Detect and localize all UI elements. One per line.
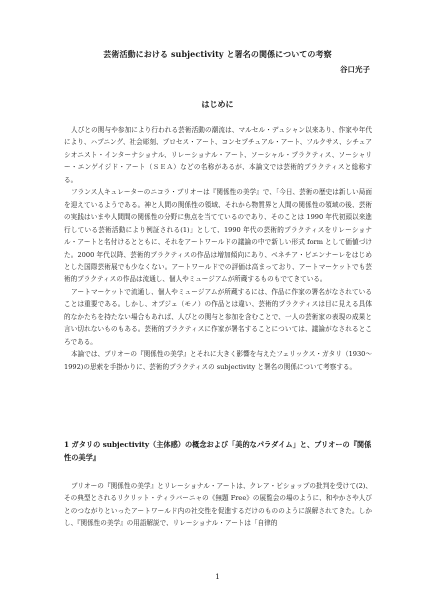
paragraph-1: 人びとの関与や参加により行われる芸術活動の潮流は、マルセル・デュシャン以来あり、作家や年代により、ハプニング、社会彫刻、プロセス・アート、コンセプチュアル・アート、フルクサス、シチュアシオニスト・インターナショナル、リレーショナル・アート、ソーシャル・プラクティス、ソーシャリー・エンゲイジド・アート（ＳＥＡ）などの名称があるが、本論文では芸術的プラクティスと総称する。 xyxy=(64,126,372,184)
section-body xyxy=(64,480,372,530)
paragraph-2: フランス人キュレーターのニコラ・ブリオーは『関係性の美学』で、「今日、芸術の歴史は新しい局面を迎えているようである。神と人間の関係性の領域、それから物質界と人間の関係性の領域の後、芸術の実践はいまや人間間の関係性の分野に焦点を当てているのであり、そのことは 1990 年代初頭以来進行している芸術活動により例証される(1)」として、1990 年代の芸術的プラクティスをリレーショナル・アートと名付けるとともに、それをアートワールドの議論の中で新しい形式 form として価値づけた。2000 年代以降、芸術的プラクティスの作品は増加傾向にあり、ベネチア・ビエンナーレをはじめとした国際芸術展でも少なくない。アートワールドでの評価は高まっており、アートマーケットでも芸術的プラクティスの作品は流通し、個人やミュージアムが所蔵するものもでてきている。 xyxy=(64,188,372,284)
paragraph-3: アートマーケットで流通し、個人やミュージアムが所蔵するには、作品に作家の署名がなされていることは重要である。しかし、オブジェ（モノ）の作品とは違い、芸術的プラクティスは目に見える具体的なかたちを持たない場合もあれば、人びとの関与と参加を含むことで、一人の芸術家の表現の成果と言い切れないものもある。芸術的プラクティスに作家が署名することについては、議論がなされるところである。 xyxy=(64,287,372,346)
page-number: 1 xyxy=(215,572,220,581)
document-title: 芸術活動における subjectivity と署名の関係についての考察 xyxy=(103,49,332,59)
paragraph-4: 本論では、ブリオーの『関係性の美学』とそれに大きく影響を与えたフェリックス・ガタリ（1930〜1992)の思索を手掛かりに、芸術的プラクティスの subjectivity と署名の関係について考察する。 xyxy=(64,350,372,371)
author-name: 谷口光子 xyxy=(340,65,370,74)
section-paragraph: ブリオーの『関係性の美学』とリレーショナル・アートは、クレア・ビショップの批判を受けて(2)、その典型とされるリクリット・ティラバーニャの《無題 Free》の展覧会の場のように、和やかさや人びとのつながりといったアートワールド内の社交性を促進するだけのもののように誤解されてきた。しかし、『関係性の美学』の用語解説で、リレーショナル・アートは「自律的 xyxy=(64,482,372,528)
intro-heading: はじめに xyxy=(201,99,234,109)
section-heading: 1 ガタリの subjectivity（主体感）の概念および「美的なパラダイム」と、ブリオーの『関係性の美学』 xyxy=(64,440,372,462)
intro-body xyxy=(64,124,372,373)
